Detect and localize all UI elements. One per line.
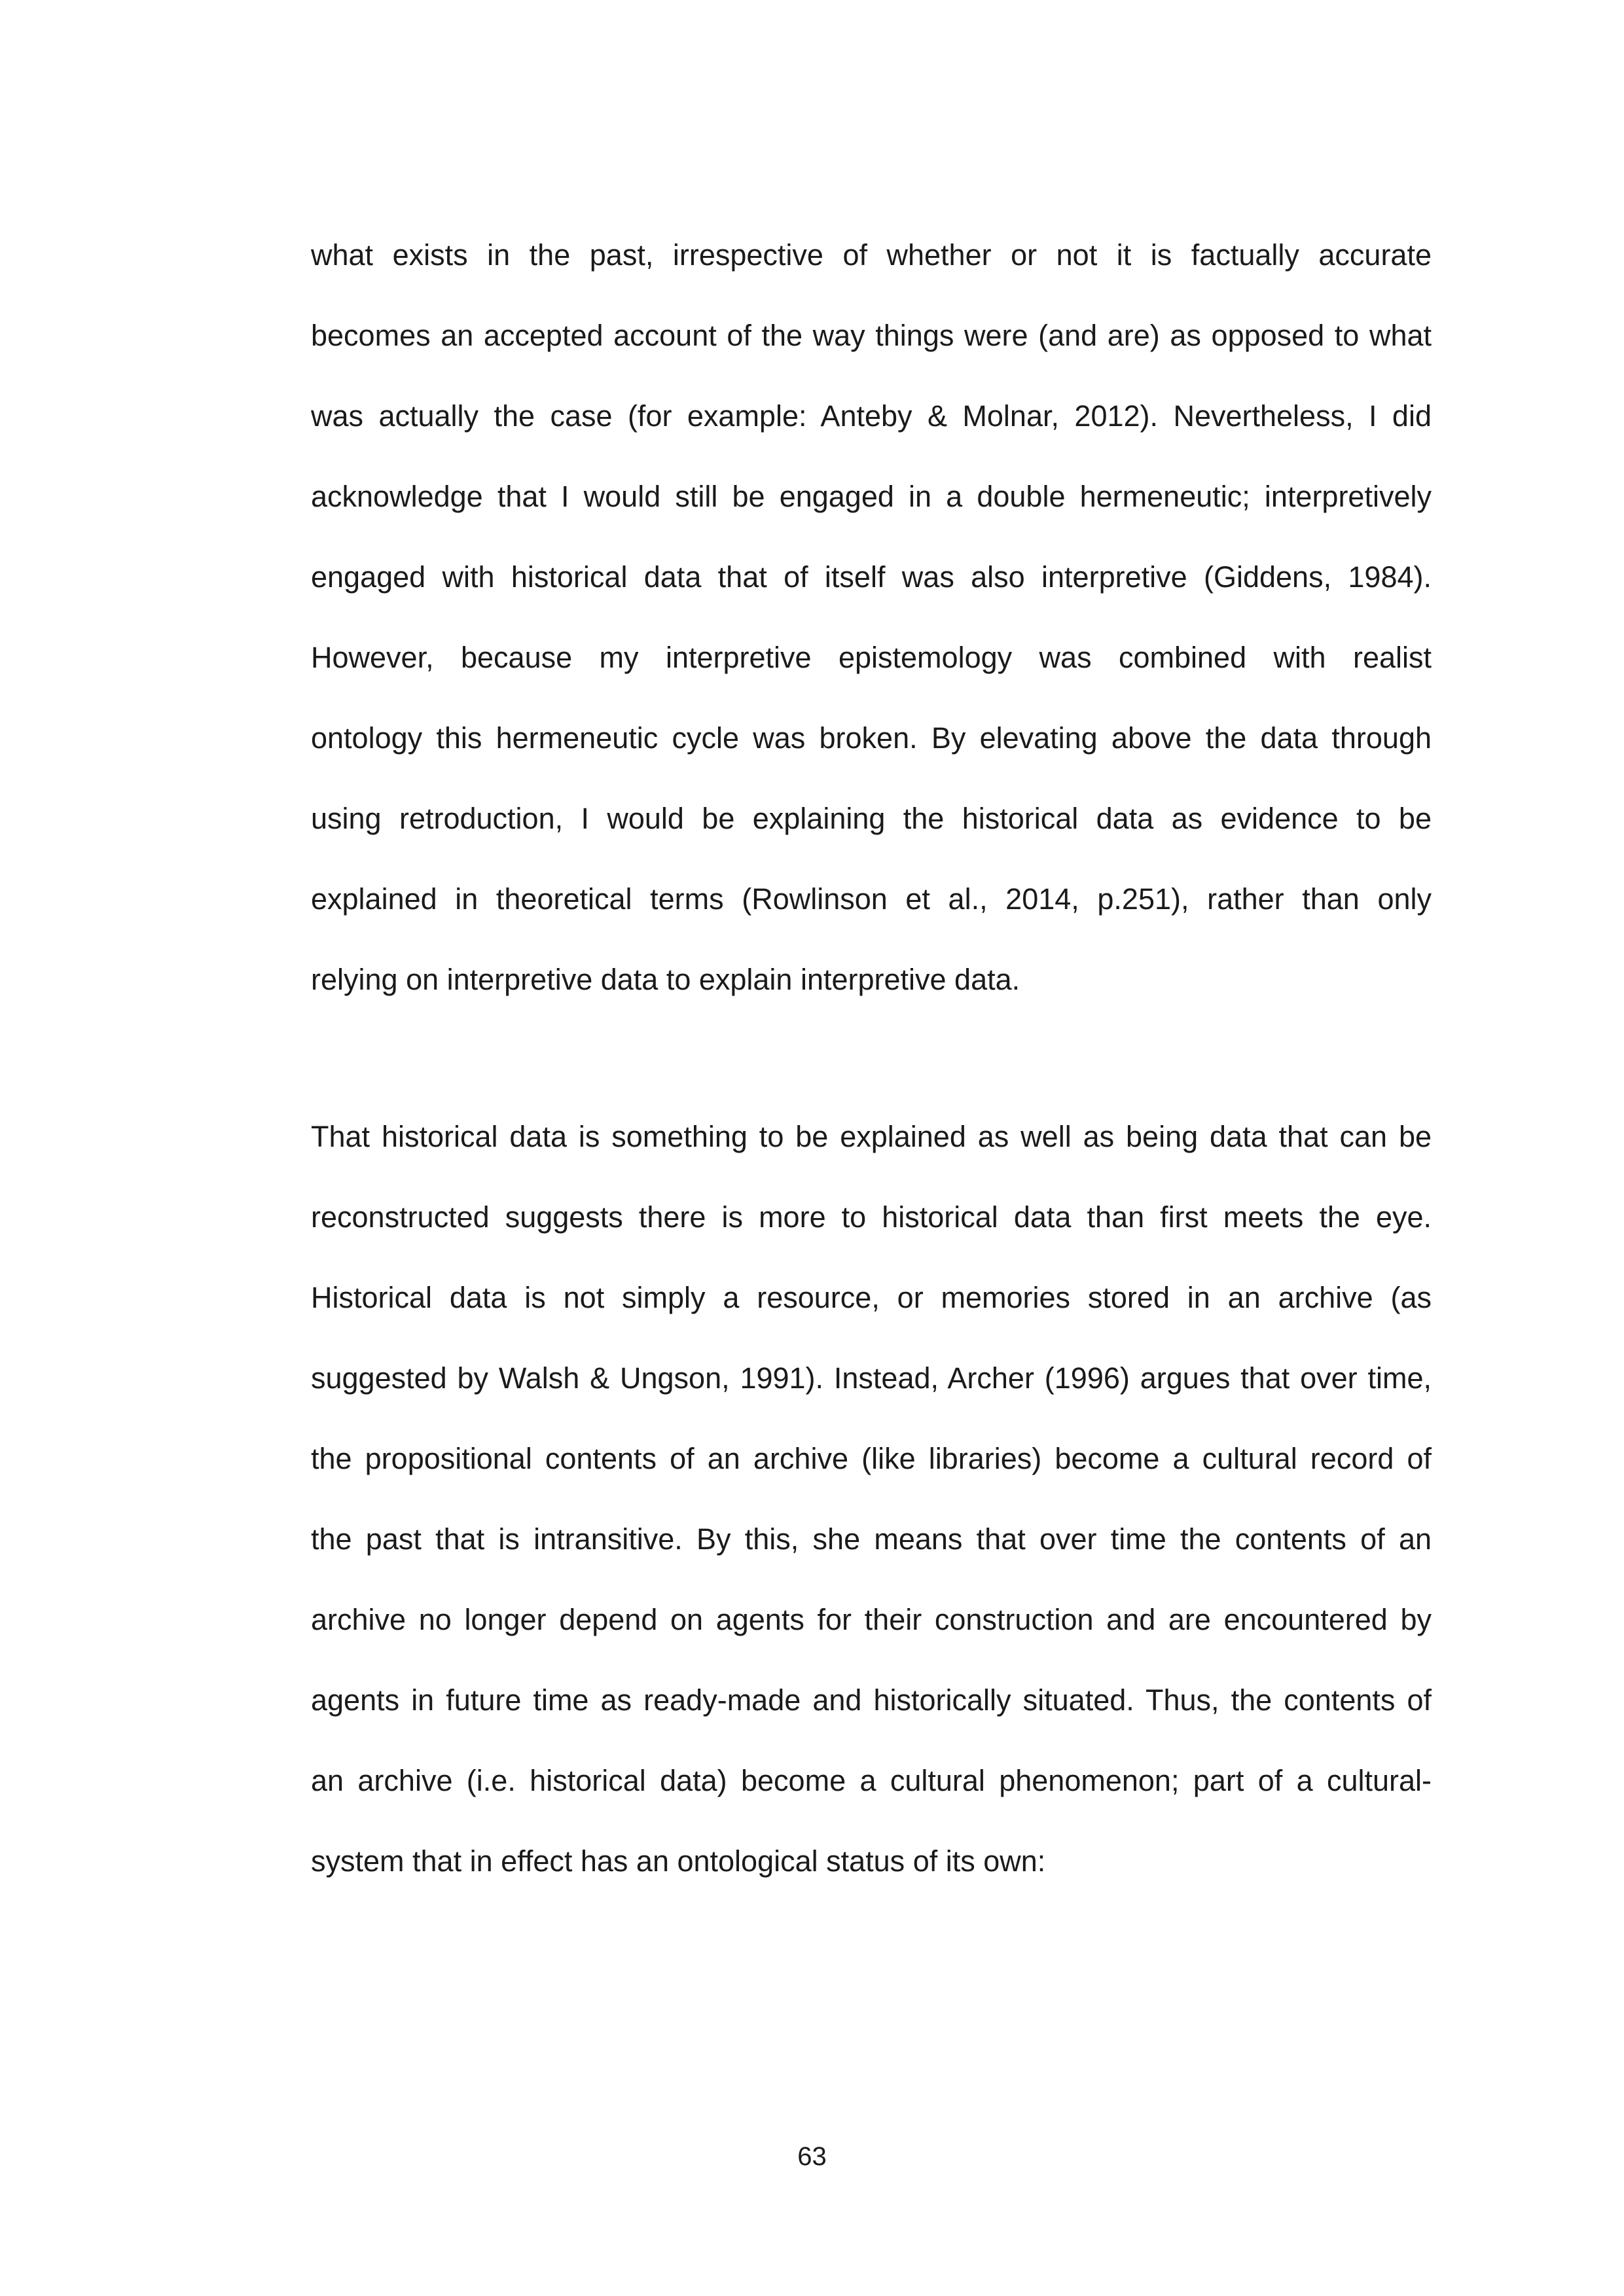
text-line: Historical data is not simply a resource, or memories stored in an archive (as [311, 1281, 1432, 1314]
text-line: agents in future time as ready-made and historically situated. Thus, the contents of [311, 1683, 1432, 1717]
text-line: becomes an accepted account of the way things were (and are) as opposed to what [311, 319, 1432, 352]
paragraph-2 [311, 1096, 1432, 1901]
paragraph-1 [311, 215, 1432, 1020]
text-line: what exists in the past, irrespective of whether or not it is factually accurate [311, 238, 1432, 272]
text-line: ontology this hermeneutic cycle was broken. By elevating above the data through [311, 721, 1432, 755]
text-line: the past that is intransitive. By this, she means that over time the contents of an [311, 1522, 1432, 1556]
text-line: archive no longer depend on agents for their construction and are encountered by [311, 1603, 1432, 1636]
text-line: the propositional contents of an archive (like libraries) become a cultural record of [311, 1442, 1432, 1475]
text-line: relying on interpretive data to explain interpretive data. [311, 963, 1020, 996]
text-line: using retroduction, I would be explaining the historical data as evidence to be [311, 802, 1432, 835]
text-line: acknowledge that I would still be engaged in a double hermeneutic; interpretively [311, 480, 1432, 513]
text-line: explained in theoretical terms (Rowlinson et al., 2014, p.251), rather than only [311, 882, 1432, 916]
text-line: an archive (i.e. historical data) become a cultural phenomenon; part of a cultural- [311, 1764, 1432, 1797]
text-line: However, because my interpretive epistemology was combined with realist [311, 641, 1432, 674]
text-line: was actually the case (for example: Anteby & Molnar, 2012). Nevertheless, I did [311, 399, 1432, 433]
text-line: system that in effect has an ontological status of its own: [311, 1844, 1046, 1878]
text-line: suggested by Walsh & Ungson, 1991). Instead, Archer (1996) argues that over time, [311, 1361, 1432, 1395]
page-number: 63 [797, 2142, 827, 2171]
text-line: engaged with historical data that of itself was also interpretive (Giddens, 1984). [311, 560, 1432, 594]
text-line: That historical data is something to be explained as well as being data that can be [311, 1120, 1432, 1153]
text-line: reconstructed suggests there is more to historical data than first meets the eye. [311, 1200, 1432, 1234]
